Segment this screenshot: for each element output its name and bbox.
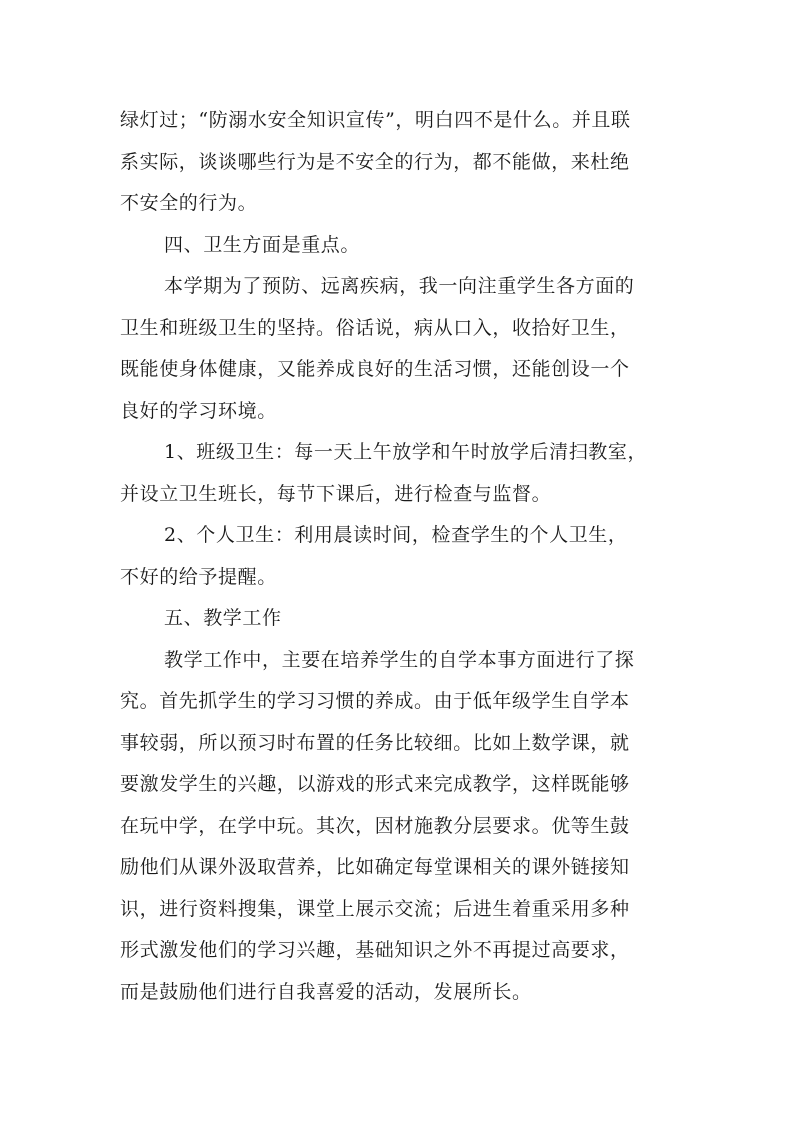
text-line: 本学期为了预防、远离疾病，我一向注重学生各方面的 bbox=[164, 275, 635, 297]
text-line: 并设立卫生班长，每节下课后，进行检查与监督。 bbox=[120, 483, 552, 505]
text-line: 系实际，谈谈哪些行为是不安全的行为，都不能做，来杜绝 bbox=[120, 151, 630, 173]
text-line: 究。首先抓学生的学习习惯的养成。由于低年级学生自学本 bbox=[120, 690, 630, 712]
text-line: 事较弱，所以预习时布置的任务比较细。比如上数学课，就 bbox=[120, 732, 630, 754]
text-line: 励他们从课外汲取营养，比如确定每堂课相关的课外链接知 bbox=[120, 856, 630, 878]
text-line: 教学工作中，主要在培养学生的自学本事方面进行了探 bbox=[164, 649, 635, 671]
section-heading: 五、教学工作 bbox=[164, 607, 282, 629]
text-line: 识，进行资料搜集，课堂上展示交流；后进生着重采用多种 bbox=[120, 898, 630, 920]
list-item: 1、班级卫生：每一天上午放学和午时放学后清扫教室， bbox=[164, 441, 648, 463]
section-heading: 四、卫生方面是重点。 bbox=[164, 234, 361, 256]
text-line: 要激发学生的兴趣，以游戏的形式来完成教学，这样既能够 bbox=[120, 773, 630, 795]
text-line: 在玩中学，在学中玩。其次，因材施教分层要求。优等生鼓 bbox=[120, 815, 630, 837]
text-line: 既能使身体健康，又能养成良好的生活习惯，还能创设一个 bbox=[120, 358, 630, 380]
text-line: 绿灯过；“防溺水安全知识宣传”，明白四不是什么。并且联 bbox=[120, 109, 631, 131]
text-line: 卫生和班级卫生的坚持。俗话说，病从口入，收拾好卫生， bbox=[120, 317, 630, 339]
text-line: 不安全的行为。 bbox=[120, 192, 258, 214]
text-line: 良好的学习环境。 bbox=[120, 400, 277, 422]
list-item: 2、个人卫生：利用晨读时间，检查学生的个人卫生， bbox=[164, 524, 628, 546]
text-line: 而是鼓励他们进行自我喜爱的活动，发展所长。 bbox=[120, 981, 532, 1003]
text-line: 不好的给予提醒。 bbox=[120, 566, 277, 588]
text-line: 形式激发他们的学习兴趣，基础知识之外不再提过高要求， bbox=[120, 939, 630, 961]
